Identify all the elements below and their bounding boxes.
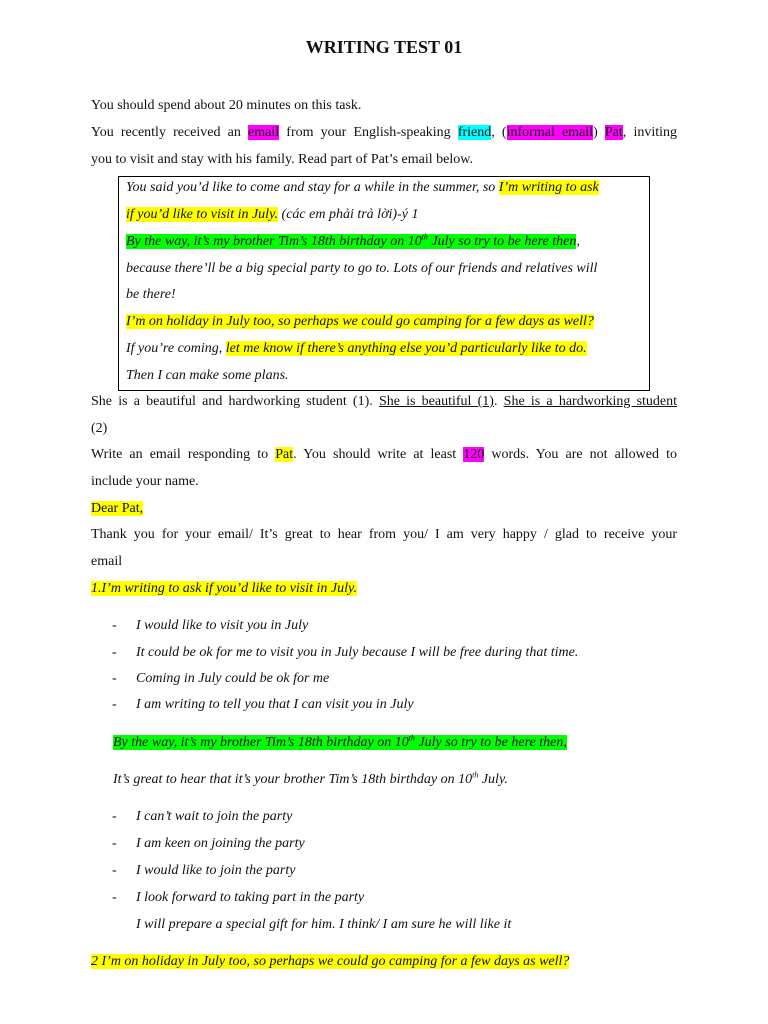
list-item: I can’t wait to join the party xyxy=(136,809,293,824)
text-segment: . xyxy=(493,394,504,409)
bullet-dash: - xyxy=(112,890,117,905)
superscript: th xyxy=(421,232,428,242)
intro-line-1: You should spend about 20 minutes on this task. xyxy=(91,98,362,113)
email-line-5: be there! xyxy=(126,287,176,302)
email-line-3 xyxy=(126,233,580,251)
highlight-birthday: By the way, it’s my brother Tim’s 18th birthday on 10 xyxy=(113,735,409,750)
text-segment: , ( xyxy=(491,125,507,140)
list-item: It could be ok for me to visit you in July because I will be free during that time. xyxy=(136,645,579,660)
bullet-dash: - xyxy=(112,618,117,633)
text-segment: Write an email responding to xyxy=(91,447,276,462)
text-segment: It’s great to hear that it’s your brother Tim’s 18th birthday on 10 xyxy=(113,772,473,787)
text-segment: She is a beautiful and hardworking student (1). xyxy=(91,394,379,409)
section-1-heading xyxy=(91,580,357,598)
email-excerpt-box xyxy=(118,176,650,391)
text-segment: ) xyxy=(593,125,605,140)
highlight-question-2: I’m on holiday in July too, so perhaps we could go camping for a few days as well? xyxy=(126,314,594,329)
list-item: I look forward to taking part in the party xyxy=(136,890,365,905)
bullet-dash: - xyxy=(112,836,117,851)
bullet-dash: - xyxy=(112,863,117,878)
highlight-pat: Pat xyxy=(275,447,294,462)
email-line-7 xyxy=(126,340,587,358)
email-line-2 xyxy=(126,206,418,224)
birthday-reply xyxy=(113,771,508,789)
thanks-line-1: Thank you for your email/ It’s great to hear from you/ I am very happy / glad to receive your xyxy=(91,527,677,542)
highlight-birthday-end: July so try to be here then, xyxy=(414,735,567,750)
list-item: I would like to join the party xyxy=(136,863,296,878)
superscript: th xyxy=(408,733,415,743)
bullet-dash: - xyxy=(112,671,117,686)
highlight-word-count: 120 xyxy=(463,447,485,462)
highlight-informal-email: informal email xyxy=(506,125,594,140)
highlight-question-1-end: if you’d like to visit in July. xyxy=(126,207,279,222)
list-item: I would like to visit you in July xyxy=(136,618,309,633)
text-segment: , inviting xyxy=(622,125,678,140)
text-segment: words. You are not allowed to xyxy=(484,447,677,462)
bullet-dash: - xyxy=(112,697,117,712)
text-segment: You said you’d like to come and stay for a while in the summer, so xyxy=(126,180,499,195)
highlight-birthday-end: July so try to be here then xyxy=(427,234,577,249)
section-2-heading xyxy=(91,953,569,971)
highlight-birthday: By the way, it’s my brother Tim’s 18th birthday on 10 xyxy=(126,234,422,249)
underlined-example-2: She is a hardworking student xyxy=(503,394,678,409)
text-segment: You recently received an xyxy=(91,125,249,140)
text-segment: from your English-speaking xyxy=(279,125,458,140)
highlight-email: email xyxy=(248,125,280,140)
email-line-4: because there’ll be a big special party to go to. Lots of our friends and relatives will xyxy=(126,261,598,276)
highlight-section-1: 1.I’m writing to ask if you’d like to visit in July. xyxy=(91,581,357,596)
bullet-dash: - xyxy=(112,645,117,660)
intro-line-3: you to visit and stay with his family. Read part of Pat’s email below. xyxy=(91,152,473,167)
email-line-1 xyxy=(126,179,599,197)
highlight-friend: friend xyxy=(457,125,492,140)
email-line-6 xyxy=(126,313,594,331)
bullet-dash: - xyxy=(112,809,117,824)
example-sentence xyxy=(91,393,677,411)
thanks-line-2: email xyxy=(91,554,123,569)
text-segment: If you’re coming, xyxy=(126,341,226,356)
list-item: I am writing to tell you that I can visit you in July xyxy=(136,697,414,712)
text-segment: July. xyxy=(478,772,508,787)
note-vietnamese: (các em phải trả lời)-ý 1 xyxy=(278,207,419,222)
page-title: WRITING TEST 01 xyxy=(305,37,463,57)
text-segment: , xyxy=(576,234,580,249)
superscript: th xyxy=(472,770,479,780)
birthday-heading xyxy=(113,734,567,752)
text-segment: . You should write at least xyxy=(293,447,464,462)
highlight-pat: Pat xyxy=(604,125,623,140)
highlight-question-1: I’m writing to ask xyxy=(498,180,599,195)
greeting xyxy=(91,500,143,518)
highlight-question-3: let me know if there’s anything else you’d particularly like to do. xyxy=(225,341,587,356)
highlight-greeting: Dear Pat, xyxy=(91,501,144,516)
list-item: I am keen on joining the party xyxy=(136,836,305,851)
intro-line-2 xyxy=(91,124,677,142)
example-number: (2) xyxy=(91,421,108,436)
task-line-2: include your name. xyxy=(91,474,199,489)
underlined-example-1: She is beautiful (1) xyxy=(378,394,494,409)
list-item: Coming in July could be ok for me xyxy=(136,671,330,686)
email-line-8: Then I can make some plans. xyxy=(126,368,289,383)
list-item-continuation: I will prepare a special gift for him. I think/ I am sure he will like it xyxy=(136,917,512,932)
task-line-1 xyxy=(91,446,677,464)
highlight-section-2: 2 I’m on holiday in July too, so perhaps we could go camping for a few days as well? xyxy=(91,954,570,969)
